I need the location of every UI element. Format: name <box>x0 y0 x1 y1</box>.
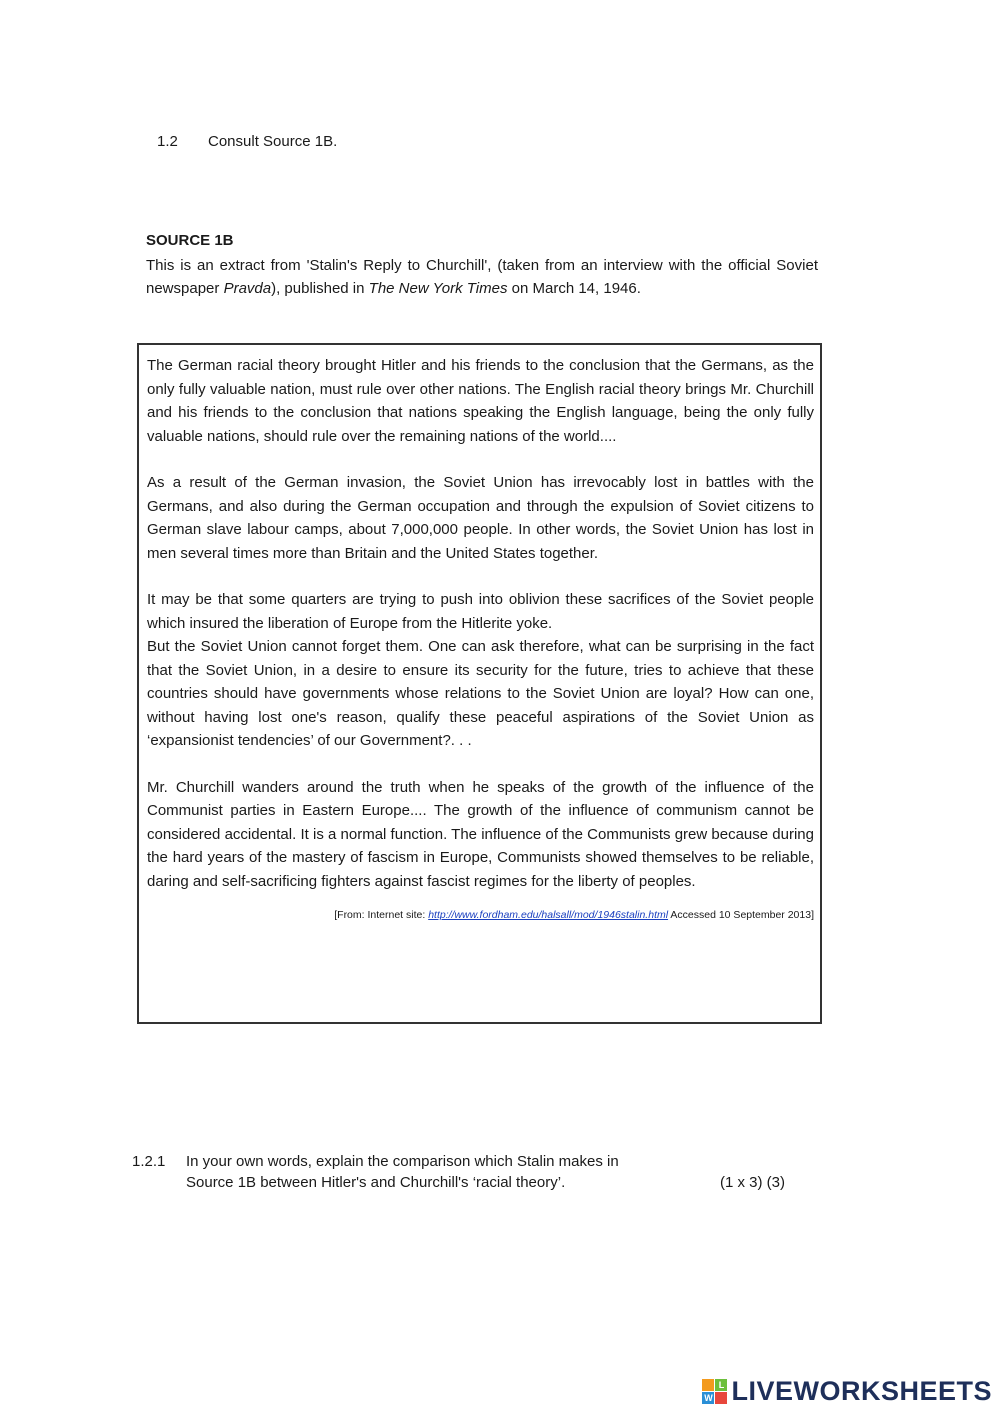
intro-text: on March 14, 1946. <box>507 280 641 297</box>
logo-square <box>715 1392 727 1404</box>
source-title: SOURCE 1B <box>146 232 234 249</box>
liveworksheets-logo <box>702 1376 992 1407</box>
source-paragraph-4: But the Soviet Union cannot forget them. One can ask therefore, what can be surprising in the fact that the Soviet Union, in a desire to ensure its security for the future, tries to achieve that these countries should have governments whose relations to the Soviet Union are loyal? How can one, without having lost one's reason, qualify these peaceful aspirations of the Soviet Union as ‘expansionist tendencies’ of our Government?. . . <box>147 638 814 749</box>
question-text: Consult Source 1B. <box>208 133 338 150</box>
intro-text: ), published in <box>271 280 369 297</box>
intro-pravda: Pravda <box>223 280 272 297</box>
logo-mark-icon <box>702 1379 727 1404</box>
subquestion-line-2: Source 1B between Hitler's and Churchill's ‘racial theory’. <box>186 1174 566 1191</box>
source-paragraph-5: Mr. Churchill wanders around the truth when he speaks of the growth of the influence of the Communist parties in Eastern Europe.... The growth of the influence of communism cannot be considered accidental. It is a normal function. The influence of the Communists grew because during the hard years of the mastery of fascism in Europe, Communists showed themselves to be reliable, daring and self-sacrificing fighters against fascist regimes for the liberty of peoples. <box>147 778 814 890</box>
intro-text: This is an extract from 'Stalin's Reply to Churchill', (taken from an interview with the official Soviet newspaper <box>146 257 818 297</box>
question-number: 1.2 <box>157 133 178 150</box>
subquestion-number: 1.2.1 <box>132 1153 166 1170</box>
source-paragraph-2: As a result of the German invasion, the Soviet Union has irrevocably lost in battles with the Germans, and also during the German occupation and through the expulsion of Soviet citizens to German slave labour camps, about 7,000,000 people. In other words, the Soviet Union has lost in men several times more than Britain and the United States together. <box>147 474 814 562</box>
logo-square <box>702 1379 714 1391</box>
source-paragraph-1: The German racial theory brought Hitler and his friends to the conclusion that the Germans, as the only fully valuable nation, must rule over other nations. The English racial theory brings Mr. Churchill and his friends to the conclusion that nations speaking the English language, being the only fully valuable nations, should rule over the remaining nations of the world.... <box>147 357 814 445</box>
source-intro <box>146 254 818 300</box>
source-citation <box>147 909 814 921</box>
citation-suffix: Accessed 10 September 2013] <box>668 909 814 921</box>
logo-square-letter: L <box>715 1379 727 1391</box>
intro-nyt: The New York Times <box>368 280 508 297</box>
source-paragraph-3: It may be that some quarters are trying to push into oblivion these sacrifices of the Soviet people which insured the liberation of Europe from the Hitlerite yoke. <box>147 591 814 632</box>
subquestion-line-1: In your own words, explain the comparison which Stalin makes in <box>186 1153 619 1170</box>
source-box <box>137 343 822 1024</box>
subquestion-marks: (1 x 3) (3) <box>720 1174 786 1191</box>
citation-prefix: [From: Internet site: <box>334 909 429 921</box>
citation-link[interactable]: http://www.fordham.edu/halsall/mod/1946stalin.html <box>428 909 669 921</box>
logo-square-letter: W <box>704 1393 713 1403</box>
logo-text: LIVEWORKSHEETS <box>731 1376 992 1406</box>
